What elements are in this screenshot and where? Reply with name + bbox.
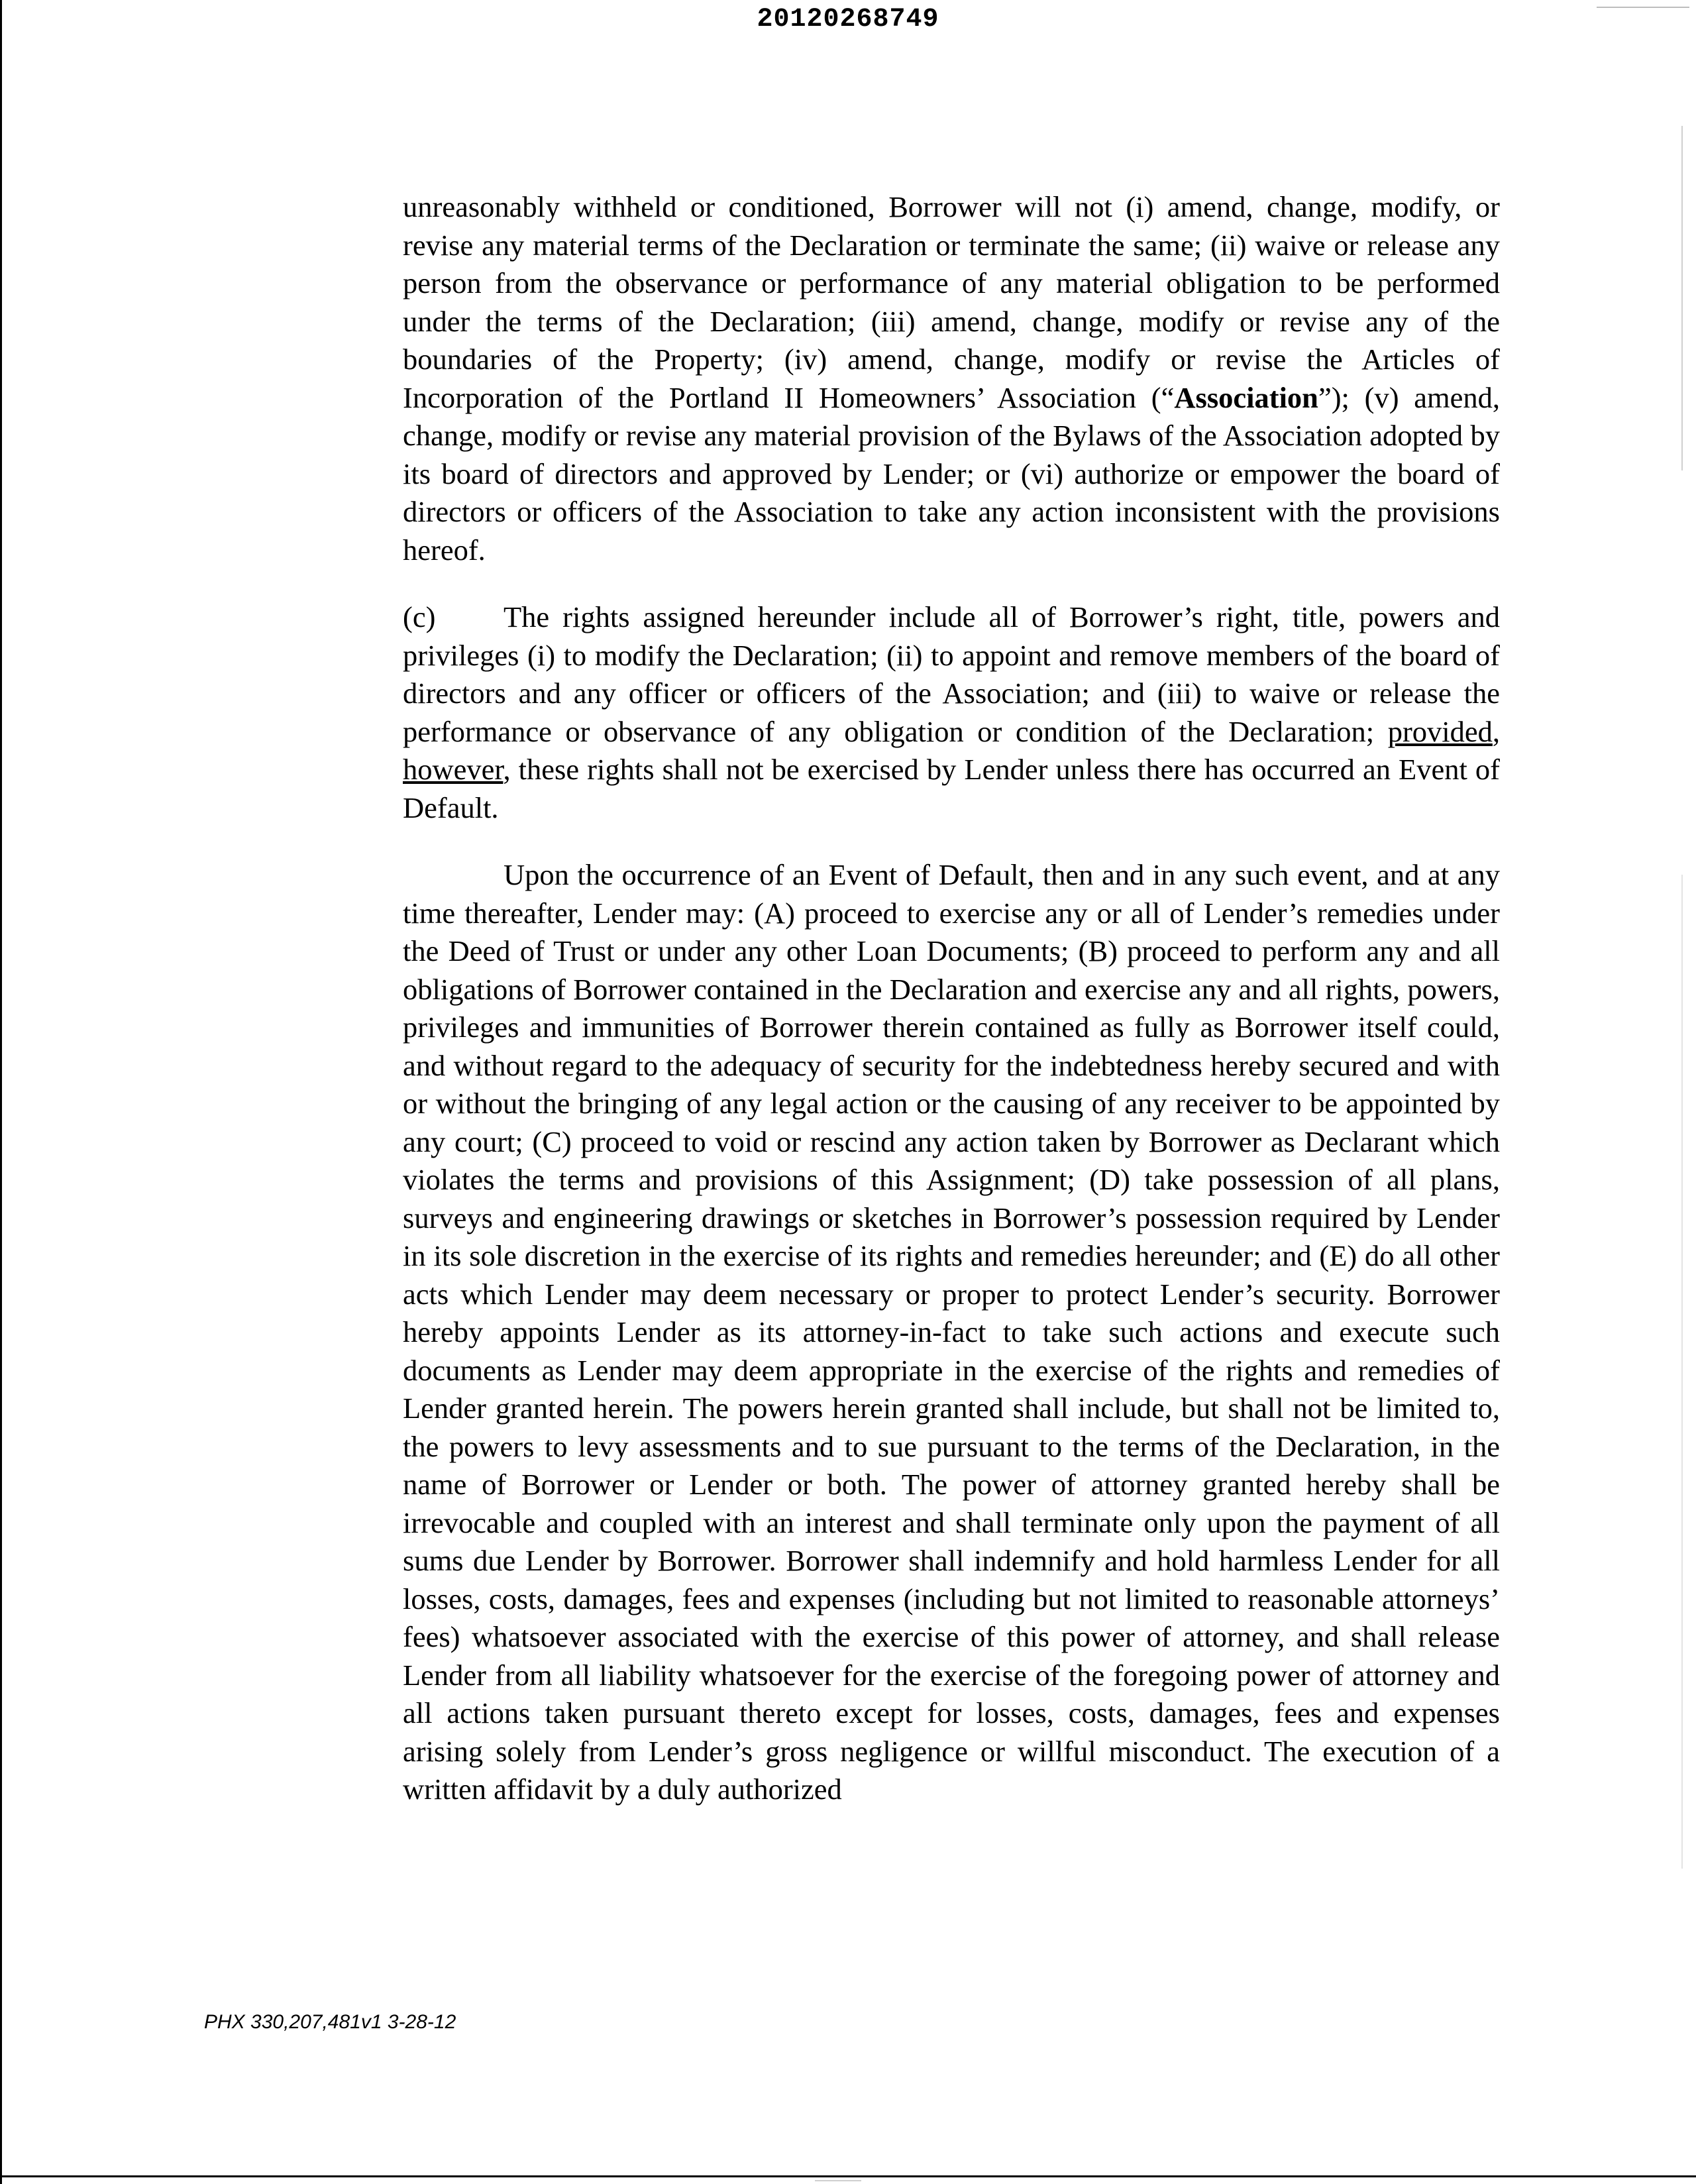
paragraph-remedies: Upon the occurrence of an Event of Default, then and in any such event, and at any time thereafter, Lender may: (A) proceed to exercise any or all of Lender’s remedies under the Deed of Trust or under any other Loan Documents; (B) proceed to perform any and all obligations of Borrower contained in the Declaration and exercise any and all rights, powers, privileges and immunities of Borrower therein contained as fully as Borrower itself could, and without regard to the adequacy of security for the indebtedness hereby secured and with or without the bringing of any legal action or the causing of any receiver to be appointed by any court; (C) proceed to void or rescind any action taken by Borrower as Declarant which violates the terms and provisions of this Assignment; (D) take possession of all plans, surveys and engineering drawings or sketches in Borrower’s possession required by Lender in its sole discretion in the exercise of its rights and remedies hereunder; and (E) do all other acts which Lender may deem necessary or proper to protect Lender’s security. Borrower hereby appoints Lender as its attorney-in-fact to take such actions and execute such documents as Lender may deem appropriate in the exercise of the rights and remedies of Lender granted herein. The powers herein granted shall include, but shall not be limited to, the powers to levy assessments and to sue pursuant to the terms of the Declaration, in the name of Borrower or Lender or both. The power of attorney granted hereby shall be irrevocable and coupled with an interest and shall terminate only upon the payment of all sums due Lender by Borrower. Borrower shall indemnify and hold harmless Lender for all losses, costs, damages, fees and expenses (including but not limited to reasonable attorneys’ fees) whatsoever associated with the exercise of this power of attorney, and shall release Lender from all liability whatsoever for the exercise of the foregoing power of attorney and all actions taken pursuant thereto except for losses, costs, damages, fees and expenses arising solely from Lender’s gross negligence or willful misconduct. The execution of a written affidavit by a duly authorized [403,858,1500,1806]
document-body [403,188,1500,1838]
defined-term-association: Association [1174,380,1318,414]
paragraph-b-text-2: ”); (v) amend, change, modify or revise any material provision of the Bylaws of the Association adopted by its board of directors and approved by Lender; or (vi) authorize or empower the board of directors or officers of the Association to take any action inconsistent with the provisions hereof. [403,380,1501,567]
paragraph-b-continued [403,188,1500,569]
paragraph-c-label: (c) [403,600,436,633]
scan-artifact-right [1681,126,1683,470]
paragraph-c-text-2: , these rights shall not be exercised by Lender unless there has occurred an Event of Default. [403,753,1500,824]
page-edge-bottom [0,2175,1696,2177]
footer-document-reference: PHX 330,207,481v1 3-28-12 [204,2011,456,2033]
paragraph-c [403,598,1500,827]
paragraph-c-comma: , [1492,714,1500,748]
page-edge-left [0,0,2,2184]
paragraph-c-text-1: The rights assigned hereunder include all of Borrower’s right, title, powers and privileges (i) to modify the Declaration; (ii) to appoint and remove members of the board of directors and any officer or officers of the Association; and (iii) to waive or release the performance or observance of any obligation or condition of the Declaration; [403,600,1500,748]
underlined-however: however [403,753,504,786]
paragraph-b-text-1: unreasonably withheld or conditioned, Borrower will not (i) amend, change, modify, or revise any material terms of the Declaration or terminate the same; (ii) waive or release any person from the observance or performance of any material obligation to be performed under the terms of the Declaration; (iii) amend, change, modify or revise any of the boundaries of the Property; (iv) amend, change, modify or revise the Articles of Incorporation of the Portland II Homeowners’ Association (“ [403,190,1500,414]
scan-artifact-right-lower [1681,875,1683,1869]
scan-artifact-bottom [815,2180,861,2181]
recording-number: 20120268749 [757,5,939,34]
underlined-provided: provided [1387,714,1493,748]
